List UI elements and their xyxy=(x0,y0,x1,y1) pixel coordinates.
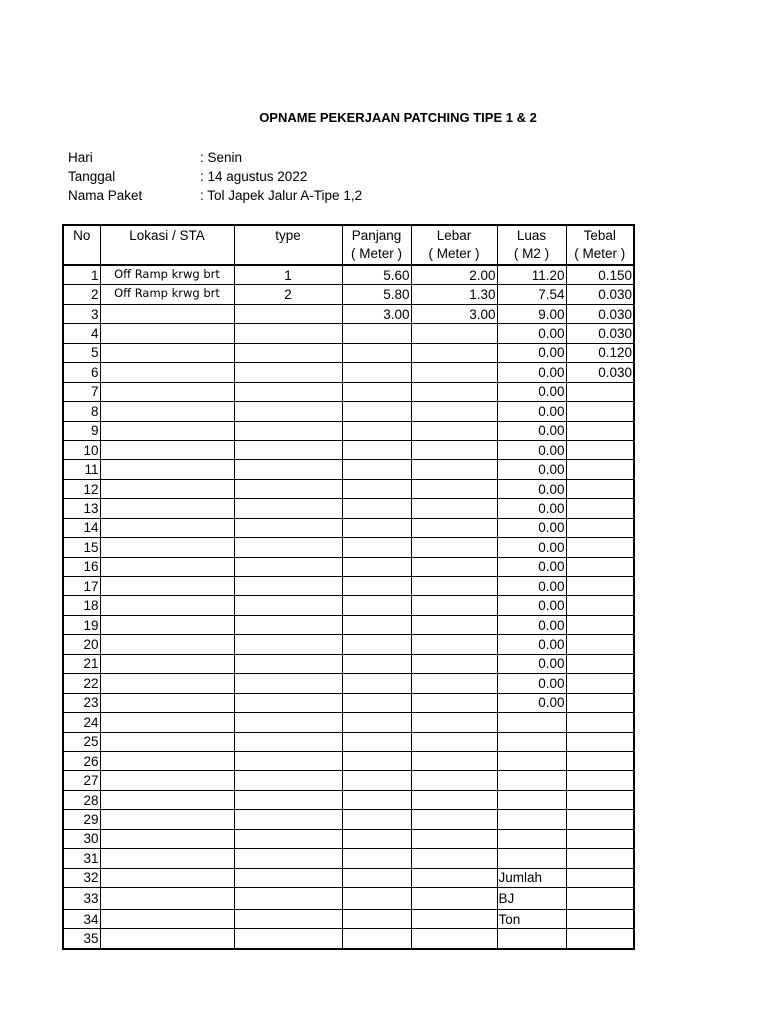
cell-lokasi xyxy=(100,343,234,362)
cell-type xyxy=(234,693,342,712)
cell-panjang xyxy=(342,790,411,809)
table-row xyxy=(63,402,634,421)
cell-no: 26 xyxy=(63,751,100,770)
table-row xyxy=(63,635,634,654)
cell-lokasi xyxy=(100,693,234,712)
table-row xyxy=(63,771,634,790)
cell-luas: 0.00 xyxy=(497,693,566,712)
cell-no: 3 xyxy=(63,304,100,323)
cell-lokasi xyxy=(100,557,234,576)
cell-no: 21 xyxy=(63,654,100,673)
cell-tebal xyxy=(566,577,634,596)
cell-panjang: 5.80 xyxy=(342,285,411,304)
cell-luas xyxy=(497,849,566,868)
cell-luas xyxy=(497,771,566,790)
cell-no: 32 xyxy=(63,868,100,887)
table-row xyxy=(63,518,634,537)
cell-lebar xyxy=(411,538,497,557)
cell-no: 28 xyxy=(63,790,100,809)
cell-no: 5 xyxy=(63,343,100,362)
table-row xyxy=(63,596,634,615)
cell-lebar xyxy=(411,829,497,848)
cell-tebal xyxy=(566,421,634,440)
header-panjang: Panjang ( Meter ) xyxy=(342,225,411,265)
table-row xyxy=(63,382,634,401)
document-title: OPNAME PEKERJAAN PATCHING TIPE 1 & 2 xyxy=(259,110,537,125)
cell-lokasi xyxy=(100,363,234,382)
cell-tebal xyxy=(566,868,634,887)
table-row xyxy=(63,343,634,362)
cell-luas: 0.00 xyxy=(497,499,566,518)
cell-type xyxy=(234,888,342,910)
cell-tebal xyxy=(566,751,634,770)
cell-type xyxy=(234,363,342,382)
cell-type xyxy=(234,304,342,323)
cell-no: 13 xyxy=(63,499,100,518)
cell-panjang xyxy=(342,849,411,868)
table-row xyxy=(63,849,634,868)
cell-type xyxy=(234,929,342,949)
cell-luas xyxy=(497,732,566,751)
cell-lokasi xyxy=(100,771,234,790)
table-row xyxy=(63,421,634,440)
cell-lebar xyxy=(411,343,497,362)
cell-type xyxy=(234,868,342,887)
cell-tebal xyxy=(566,929,634,949)
cell-panjang xyxy=(342,557,411,576)
table-row xyxy=(63,440,634,459)
cell-type xyxy=(234,849,342,868)
cell-no: 2 xyxy=(63,285,100,304)
cell-lebar xyxy=(411,557,497,576)
cell-lokasi xyxy=(100,751,234,770)
cell-tebal xyxy=(566,402,634,421)
cell-type xyxy=(234,402,342,421)
cell-tebal: 0.150 xyxy=(566,265,634,285)
cell-lokasi xyxy=(100,790,234,809)
cell-luas xyxy=(497,929,566,949)
cell-panjang xyxy=(342,713,411,732)
cell-tebal xyxy=(566,810,634,829)
cell-luas: 0.00 xyxy=(497,382,566,401)
table-header-row xyxy=(63,225,634,265)
cell-luas xyxy=(497,713,566,732)
table-row xyxy=(63,829,634,848)
cell-lebar xyxy=(411,402,497,421)
cell-tebal xyxy=(566,382,634,401)
cell-lebar xyxy=(411,790,497,809)
cell-panjang xyxy=(342,829,411,848)
cell-type xyxy=(234,479,342,498)
cell-panjang xyxy=(342,771,411,790)
cell-panjang xyxy=(342,635,411,654)
cell-tebal xyxy=(566,713,634,732)
cell-type xyxy=(234,674,342,693)
cell-panjang xyxy=(342,460,411,479)
cell-lebar xyxy=(411,518,497,537)
cell-type xyxy=(234,732,342,751)
cell-lokasi xyxy=(100,460,234,479)
cell-lebar xyxy=(411,713,497,732)
cell-lokasi xyxy=(100,674,234,693)
cell-panjang xyxy=(342,751,411,770)
cell-lokasi: Off Ramp krwg brt xyxy=(100,285,234,304)
cell-luas: 0.00 xyxy=(497,363,566,382)
table-row xyxy=(63,285,634,304)
table-row xyxy=(63,479,634,498)
cell-panjang xyxy=(342,538,411,557)
cell-no: 7 xyxy=(63,382,100,401)
cell-luas: 0.00 xyxy=(497,324,566,343)
cell-tebal xyxy=(566,849,634,868)
cell-lebar xyxy=(411,888,497,910)
cell-type xyxy=(234,790,342,809)
cell-luas: 0.00 xyxy=(497,577,566,596)
cell-lebar xyxy=(411,615,497,634)
cell-tebal xyxy=(566,910,634,929)
cell-panjang xyxy=(342,518,411,537)
table-row xyxy=(63,868,634,887)
cell-lokasi xyxy=(100,888,234,910)
cell-type xyxy=(234,382,342,401)
cell-type xyxy=(234,771,342,790)
cell-luas: BJ xyxy=(497,888,566,910)
cell-no: 15 xyxy=(63,538,100,557)
cell-lebar xyxy=(411,596,497,615)
cell-luas: 0.00 xyxy=(497,674,566,693)
cell-luas xyxy=(497,810,566,829)
cell-no: 35 xyxy=(63,929,100,949)
cell-luas: 7.54 xyxy=(497,285,566,304)
cell-type xyxy=(234,499,342,518)
cell-lokasi xyxy=(100,849,234,868)
cell-lebar: 3.00 xyxy=(411,304,497,323)
cell-panjang xyxy=(342,674,411,693)
cell-tebal xyxy=(566,654,634,673)
cell-lokasi xyxy=(100,577,234,596)
meta-label: Nama Paket xyxy=(68,188,143,203)
cell-lebar xyxy=(411,751,497,770)
table-row xyxy=(63,693,634,712)
cell-no: 34 xyxy=(63,910,100,929)
cell-lokasi xyxy=(100,402,234,421)
cell-type xyxy=(234,343,342,362)
cell-no: 22 xyxy=(63,674,100,693)
cell-type xyxy=(234,635,342,654)
cell-tebal xyxy=(566,829,634,848)
cell-lebar xyxy=(411,674,497,693)
cell-tebal xyxy=(566,538,634,557)
cell-panjang xyxy=(342,810,411,829)
cell-no: 33 xyxy=(63,888,100,910)
cell-lokasi xyxy=(100,829,234,848)
cell-lebar xyxy=(411,363,497,382)
cell-type xyxy=(234,518,342,537)
cell-lebar xyxy=(411,929,497,949)
cell-type: 1 xyxy=(234,265,342,285)
cell-tebal xyxy=(566,674,634,693)
cell-panjang xyxy=(342,363,411,382)
cell-tebal xyxy=(566,732,634,751)
cell-lebar xyxy=(411,771,497,790)
cell-type xyxy=(234,654,342,673)
table-row xyxy=(63,538,634,557)
cell-panjang xyxy=(342,615,411,634)
cell-type xyxy=(234,910,342,929)
table-row xyxy=(63,557,634,576)
cell-tebal: 0.030 xyxy=(566,304,634,323)
cell-type xyxy=(234,713,342,732)
cell-tebal: 0.030 xyxy=(566,363,634,382)
meta-label: Tanggal xyxy=(68,169,116,184)
cell-tebal xyxy=(566,771,634,790)
table-row xyxy=(63,654,634,673)
cell-panjang xyxy=(342,479,411,498)
cell-lebar xyxy=(411,479,497,498)
cell-lokasi xyxy=(100,538,234,557)
table-row xyxy=(63,790,634,809)
cell-tebal: 0.030 xyxy=(566,285,634,304)
cell-no: 11 xyxy=(63,460,100,479)
cell-tebal xyxy=(566,693,634,712)
table-row xyxy=(63,810,634,829)
table-row xyxy=(63,615,634,634)
cell-lokasi xyxy=(100,810,234,829)
cell-no: 24 xyxy=(63,713,100,732)
cell-lebar xyxy=(411,577,497,596)
cell-panjang xyxy=(342,382,411,401)
cell-no: 31 xyxy=(63,849,100,868)
cell-tebal xyxy=(566,790,634,809)
cell-lebar xyxy=(411,421,497,440)
cell-lebar xyxy=(411,460,497,479)
cell-panjang xyxy=(342,499,411,518)
cell-lokasi xyxy=(100,654,234,673)
cell-luas: 0.00 xyxy=(497,635,566,654)
cell-type xyxy=(234,440,342,459)
cell-type xyxy=(234,557,342,576)
cell-tebal: 0.120 xyxy=(566,343,634,362)
table-row xyxy=(63,499,634,518)
table-body xyxy=(63,265,634,949)
table-row xyxy=(63,577,634,596)
table-row xyxy=(63,888,634,910)
cell-lokasi xyxy=(100,324,234,343)
cell-panjang xyxy=(342,910,411,929)
cell-panjang xyxy=(342,654,411,673)
cell-no: 14 xyxy=(63,518,100,537)
header-tebal: Tebal ( Meter ) xyxy=(566,225,634,265)
cell-panjang xyxy=(342,343,411,362)
cell-lebar xyxy=(411,849,497,868)
cell-no: 18 xyxy=(63,596,100,615)
cell-lokasi xyxy=(100,713,234,732)
cell-panjang xyxy=(342,596,411,615)
cell-luas: 0.00 xyxy=(497,440,566,459)
cell-panjang xyxy=(342,402,411,421)
cell-lebar xyxy=(411,910,497,929)
cell-lebar xyxy=(411,732,497,751)
cell-type xyxy=(234,810,342,829)
cell-luas xyxy=(497,829,566,848)
cell-lokasi xyxy=(100,929,234,949)
cell-tebal xyxy=(566,499,634,518)
meta-label: Hari xyxy=(68,150,93,165)
table-row xyxy=(63,363,634,382)
cell-lokasi xyxy=(100,732,234,751)
cell-panjang: 5.60 xyxy=(342,265,411,285)
cell-lokasi xyxy=(100,499,234,518)
cell-lebar: 2.00 xyxy=(411,265,497,285)
header-type: type xyxy=(234,225,342,265)
cell-no: 16 xyxy=(63,557,100,576)
cell-tebal xyxy=(566,888,634,910)
cell-type xyxy=(234,829,342,848)
cell-tebal xyxy=(566,460,634,479)
cell-tebal xyxy=(566,615,634,634)
cell-lebar xyxy=(411,810,497,829)
cell-no: 4 xyxy=(63,324,100,343)
cell-luas: 0.00 xyxy=(497,596,566,615)
table-row xyxy=(63,265,634,285)
cell-luas: Jumlah xyxy=(497,868,566,887)
cell-no: 19 xyxy=(63,615,100,634)
cell-tebal xyxy=(566,635,634,654)
cell-panjang xyxy=(342,421,411,440)
cell-type xyxy=(234,421,342,440)
cell-type xyxy=(234,751,342,770)
cell-no: 27 xyxy=(63,771,100,790)
cell-luas: 0.00 xyxy=(497,557,566,576)
cell-luas: 0.00 xyxy=(497,615,566,634)
cell-no: 25 xyxy=(63,732,100,751)
cell-lokasi xyxy=(100,440,234,459)
cell-no: 17 xyxy=(63,577,100,596)
cell-panjang xyxy=(342,324,411,343)
cell-luas: 0.00 xyxy=(497,421,566,440)
cell-tebal xyxy=(566,596,634,615)
cell-type xyxy=(234,460,342,479)
cell-lokasi xyxy=(100,382,234,401)
cell-no: 1 xyxy=(63,265,100,285)
cell-lebar xyxy=(411,693,497,712)
cell-lebar xyxy=(411,868,497,887)
cell-type: 2 xyxy=(234,285,342,304)
cell-lebar: 1.30 xyxy=(411,285,497,304)
cell-no: 20 xyxy=(63,635,100,654)
cell-luas xyxy=(497,751,566,770)
cell-panjang xyxy=(342,929,411,949)
cell-type xyxy=(234,324,342,343)
cell-no: 9 xyxy=(63,421,100,440)
cell-lebar xyxy=(411,635,497,654)
cell-no: 10 xyxy=(63,440,100,459)
header-lebar: Lebar ( Meter ) xyxy=(411,225,497,265)
cell-lokasi xyxy=(100,479,234,498)
cell-no: 6 xyxy=(63,363,100,382)
cell-no: 30 xyxy=(63,829,100,848)
cell-no: 29 xyxy=(63,810,100,829)
cell-lebar xyxy=(411,324,497,343)
table-row xyxy=(63,732,634,751)
cell-no: 23 xyxy=(63,693,100,712)
header-lokasi: Lokasi / STA xyxy=(100,225,234,265)
cell-tebal xyxy=(566,557,634,576)
cell-lokasi xyxy=(100,868,234,887)
cell-tebal xyxy=(566,479,634,498)
table-row xyxy=(63,460,634,479)
table-row xyxy=(63,674,634,693)
cell-luas: 0.00 xyxy=(497,479,566,498)
cell-tebal xyxy=(566,518,634,537)
table-row xyxy=(63,751,634,770)
cell-lebar xyxy=(411,440,497,459)
cell-lokasi xyxy=(100,421,234,440)
cell-panjang xyxy=(342,440,411,459)
cell-no: 8 xyxy=(63,402,100,421)
cell-panjang xyxy=(342,577,411,596)
cell-luas: 0.00 xyxy=(497,460,566,479)
meta-value: : Senin xyxy=(200,150,243,165)
cell-luas: 0.00 xyxy=(497,538,566,557)
cell-panjang xyxy=(342,693,411,712)
cell-type xyxy=(234,538,342,557)
cell-lebar xyxy=(411,654,497,673)
cell-panjang xyxy=(342,888,411,910)
cell-lokasi xyxy=(100,615,234,634)
cell-tebal: 0.030 xyxy=(566,324,634,343)
cell-luas: 11.20 xyxy=(497,265,566,285)
cell-luas: 0.00 xyxy=(497,518,566,537)
cell-tebal xyxy=(566,440,634,459)
header-luas: Luas ( M2 ) xyxy=(497,225,566,265)
cell-panjang: 3.00 xyxy=(342,304,411,323)
cell-type xyxy=(234,577,342,596)
meta-value: : Tol Japek Jalur A-Tipe 1,2 xyxy=(200,188,363,203)
cell-luas: 0.00 xyxy=(497,343,566,362)
cell-type xyxy=(234,596,342,615)
table-row xyxy=(63,324,634,343)
cell-panjang xyxy=(342,732,411,751)
cell-lebar xyxy=(411,499,497,518)
opname-table xyxy=(62,224,635,950)
cell-no: 12 xyxy=(63,479,100,498)
cell-lokasi xyxy=(100,518,234,537)
cell-luas: 0.00 xyxy=(497,654,566,673)
cell-lokasi xyxy=(100,635,234,654)
cell-luas: 0.00 xyxy=(497,402,566,421)
cell-lokasi xyxy=(100,304,234,323)
cell-lokasi: Off Ramp krwg brt xyxy=(100,265,234,285)
cell-lokasi xyxy=(100,596,234,615)
cell-lebar xyxy=(411,382,497,401)
table-row xyxy=(63,929,634,949)
meta-value: : 14 agustus 2022 xyxy=(200,169,308,184)
table-row xyxy=(63,304,634,323)
cell-luas xyxy=(497,790,566,809)
cell-type xyxy=(234,615,342,634)
table-row xyxy=(63,910,634,929)
cell-panjang xyxy=(342,868,411,887)
header-no: No xyxy=(63,225,100,265)
cell-luas: 9.00 xyxy=(497,304,566,323)
cell-luas: Ton xyxy=(497,910,566,929)
table-row xyxy=(63,713,634,732)
cell-lokasi xyxy=(100,910,234,929)
